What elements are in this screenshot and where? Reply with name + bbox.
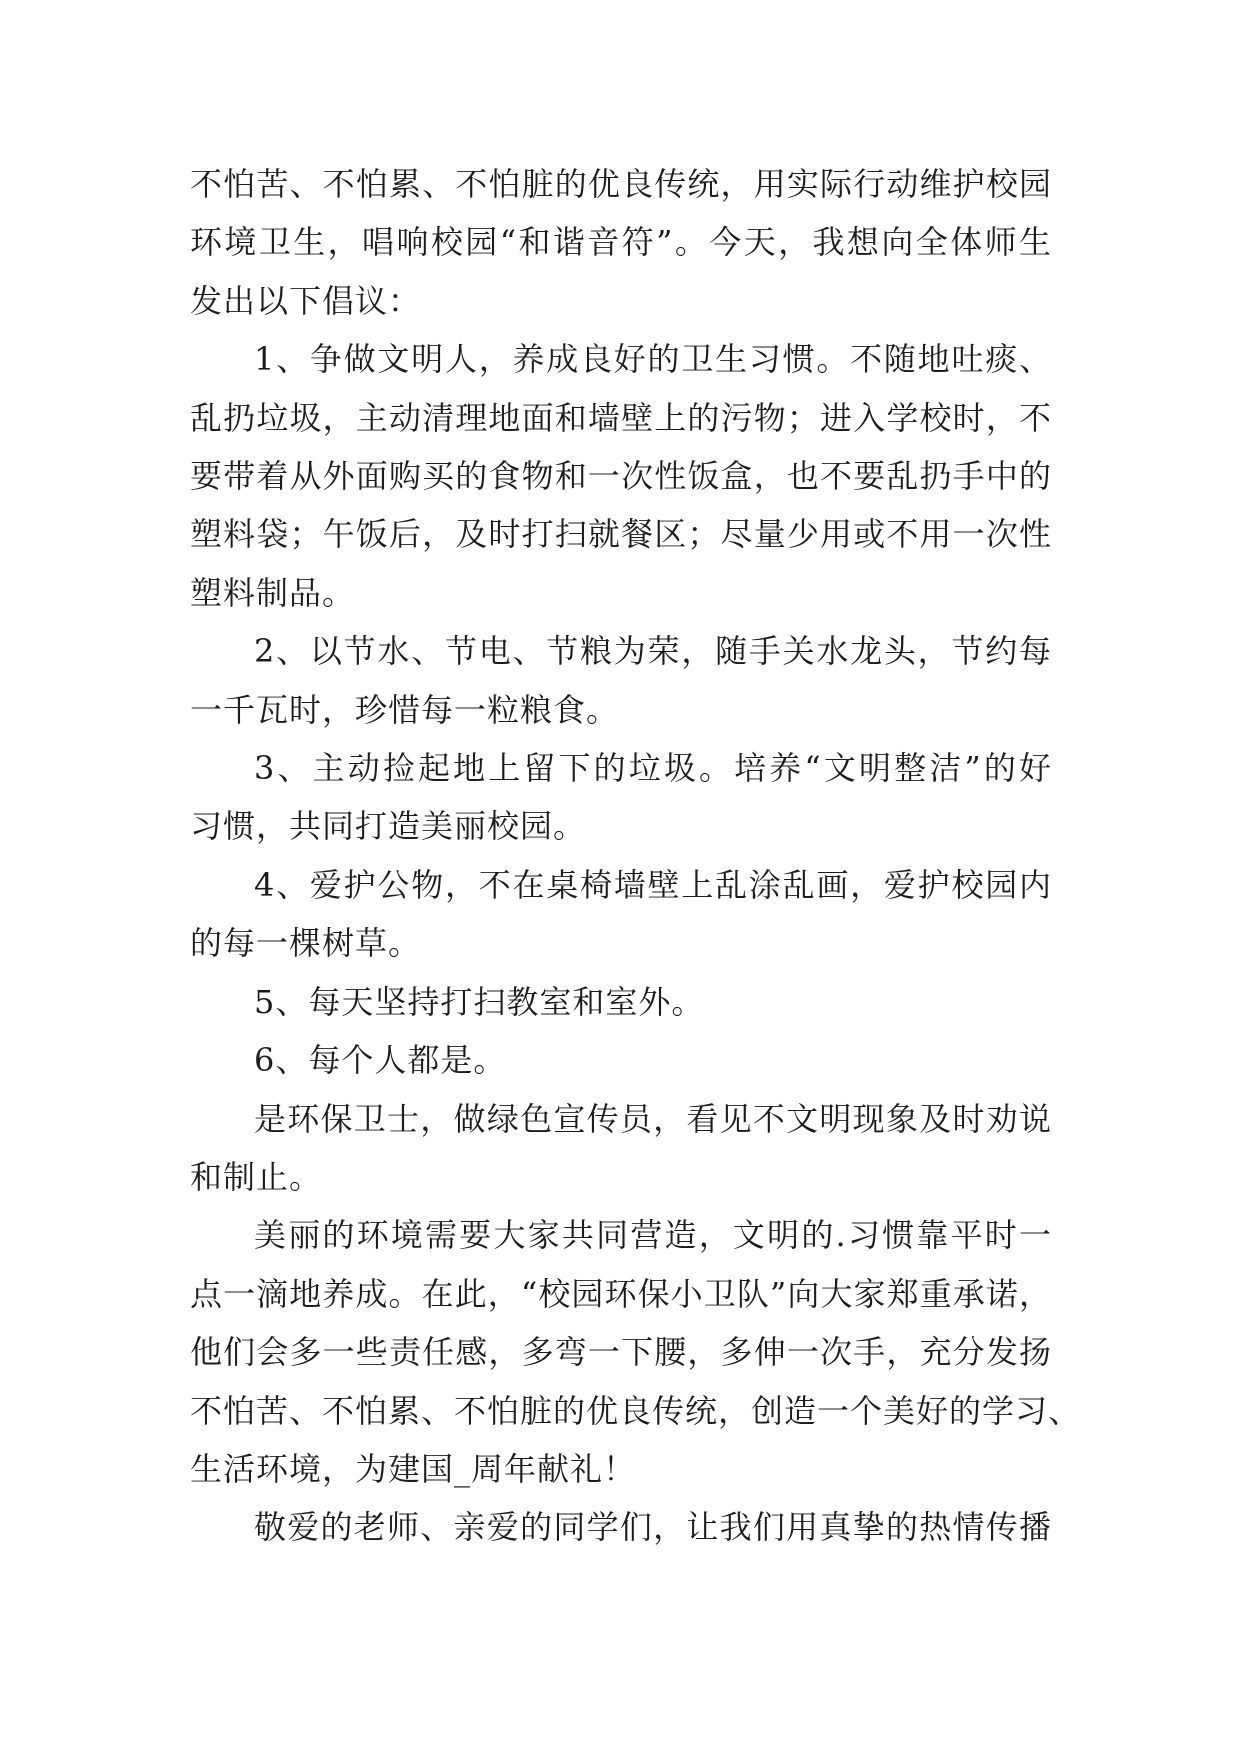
text-line: 生活环境，为建国_周年献礼！: [190, 1449, 637, 1488]
text-line: 要带着从外面购买的食物和一次性饭盒，也不要乱扔手中的: [190, 457, 1052, 496]
text-line: 美丽的环境需要大家共同营造，文明的.习惯靠平时一: [254, 1216, 1052, 1255]
text-line: 一千瓦时，珍惜每一粒粮食。: [190, 690, 620, 729]
text-line: 6、每个人都是。: [254, 1041, 507, 1080]
text-line: 1、争做文明人，养成良好的卫生习惯。不随地吐痰、: [254, 340, 1052, 379]
text-line: 的每一棵树草。: [190, 924, 422, 963]
document-body: [190, 155, 1082, 1557]
text-line: 不怕苦、不怕累、不怕脏的优良传统，创造一个美好的学习、: [190, 1391, 1082, 1430]
text-line: 敬爱的老师、亲爱的同学们，让我们用真挚的热情传播: [254, 1508, 1052, 1547]
text-line: 和制止。: [190, 1157, 323, 1196]
text-line: 塑料袋；午饭后，及时打扫就餐区；尽量少用或不用一次性: [190, 515, 1052, 554]
text-line: 乱扔垃圾，主动清理地面和墙壁上的污物；进入学校时，不: [190, 398, 1052, 437]
text-line: 不怕苦、不怕累、不怕脏的优良传统，用实际行动维护校园: [190, 165, 1052, 203]
text-line: 5、每天坚持打扫教室和室外。: [254, 982, 705, 1021]
text-line: 点一滴地养成。在此，“校园环保小卫队”向大家郑重承诺，: [190, 1274, 1052, 1313]
text-line: 发出以下倡议：: [190, 281, 422, 320]
text-line: 4、爱护公物，不在桌椅墙壁上乱涂乱画，爱护校园内: [254, 865, 1052, 904]
text-line: 环境卫生，唱响校园“和谐音符”。今天，我想向全体师生: [190, 223, 1052, 262]
text-line: 3、主动捡起地上留下的垃圾。培养“文明整洁”的好: [254, 749, 1052, 788]
text-line: 塑料制品。: [190, 573, 356, 612]
text-line: 他们会多一些责任感，多弯一下腰，多伸一次手，充分发扬: [190, 1333, 1052, 1372]
text-line: 习惯，共同打造美丽校园。: [190, 807, 587, 846]
text-line: 是环保卫士，做绿色宣传员，看见不文明现象及时劝说: [254, 1099, 1052, 1138]
text-line: 2、以节水、节电、节粮为荣，随手关水龙头，节约每: [254, 632, 1052, 671]
